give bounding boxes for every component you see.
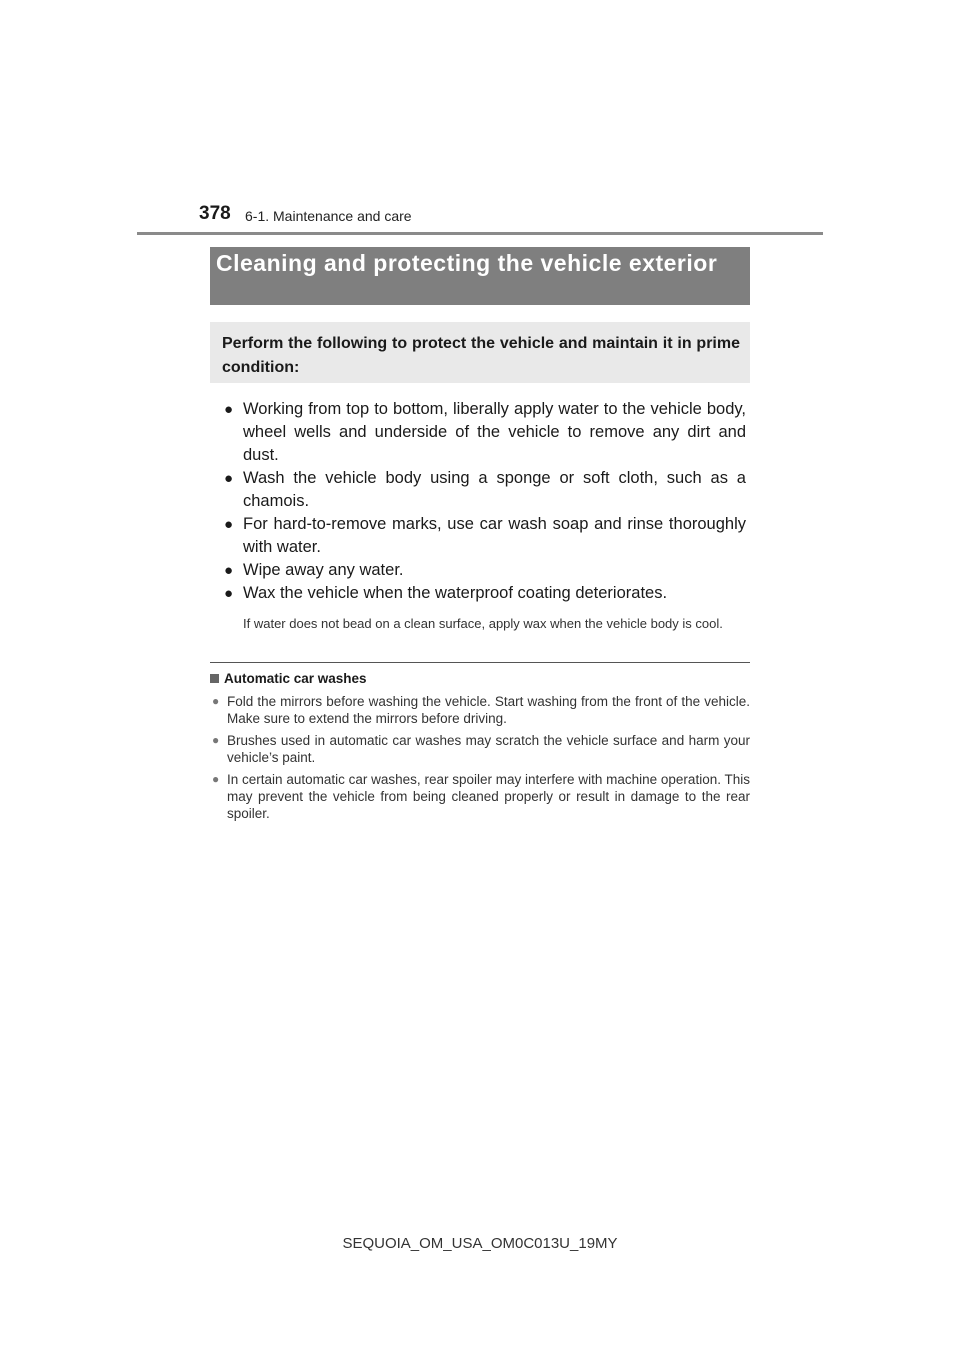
section-label: 6-1. Maintenance and care xyxy=(245,208,412,224)
list-item-text: In certain automatic car washes, rear spoiler may interfere with machine operation. This may prevent the vehicle from being cleaned properly or result in damage to the rear spoiler. xyxy=(227,772,750,821)
note-text: If water does not bead on a clean surface, apply wax when the vehicle body is cool. xyxy=(243,616,723,631)
bullet-icon: ● xyxy=(212,733,220,747)
bullet-icon: ● xyxy=(224,585,234,602)
bullet-icon: ● xyxy=(212,772,220,786)
list-item-text: For hard-to-remove marks, use car wash soap and rinse thoroughly with water. xyxy=(243,515,746,556)
list-item-text: Brushes used in automatic car washes may scratch the vehicle surface and harm your vehicle’s paint. xyxy=(227,733,750,765)
list-item xyxy=(210,771,750,822)
footer-text: SEQUOIA_OM_USA_OM0C013U_19MY xyxy=(342,1235,618,1252)
list-item xyxy=(224,513,746,559)
sub-heading-text: Automatic car washes xyxy=(224,671,367,686)
intro-text: Perform the following to protect the vehicle and maintain it in prime condition: xyxy=(222,335,740,376)
bullet-icon: ● xyxy=(224,516,234,533)
car-wash-section xyxy=(210,670,750,822)
list-item xyxy=(224,467,746,513)
list-item-text: Wash the vehicle body using a sponge or soft cloth, such as a chamois. xyxy=(243,469,746,510)
header-rule xyxy=(137,232,823,235)
intro-box xyxy=(210,322,750,383)
bullet-icon: ● xyxy=(224,401,234,418)
list-item-text: Working from top to bottom, liberally apply water to the vehicle body, wheel wells and underside of the vehicle to remove any dirt and dust. xyxy=(243,400,746,464)
page-number: 378 xyxy=(199,203,231,224)
divider xyxy=(210,662,750,663)
list-item xyxy=(224,559,746,582)
list-item xyxy=(210,732,750,766)
sub-heading xyxy=(210,670,750,688)
list-item-text: Wipe away any water. xyxy=(243,561,404,579)
list-item xyxy=(224,398,746,467)
footer xyxy=(0,1235,960,1252)
page-title: Cleaning and protecting the vehicle exterior xyxy=(216,250,718,276)
list-item xyxy=(210,693,750,727)
square-bullet-icon xyxy=(210,674,219,683)
bullet-list xyxy=(224,398,746,605)
title-box xyxy=(210,247,750,305)
bullet-icon: ● xyxy=(212,694,220,708)
bullet-icon: ● xyxy=(224,470,234,487)
bullet-icon: ● xyxy=(224,562,234,579)
list-item xyxy=(224,582,746,605)
list-item-text: Wax the vehicle when the waterproof coating deteriorates. xyxy=(243,584,668,602)
list-item-text: Fold the mirrors before washing the vehicle. Start washing from the front of the vehicle. Make sure to extend the mirrors before driving. xyxy=(227,694,750,726)
